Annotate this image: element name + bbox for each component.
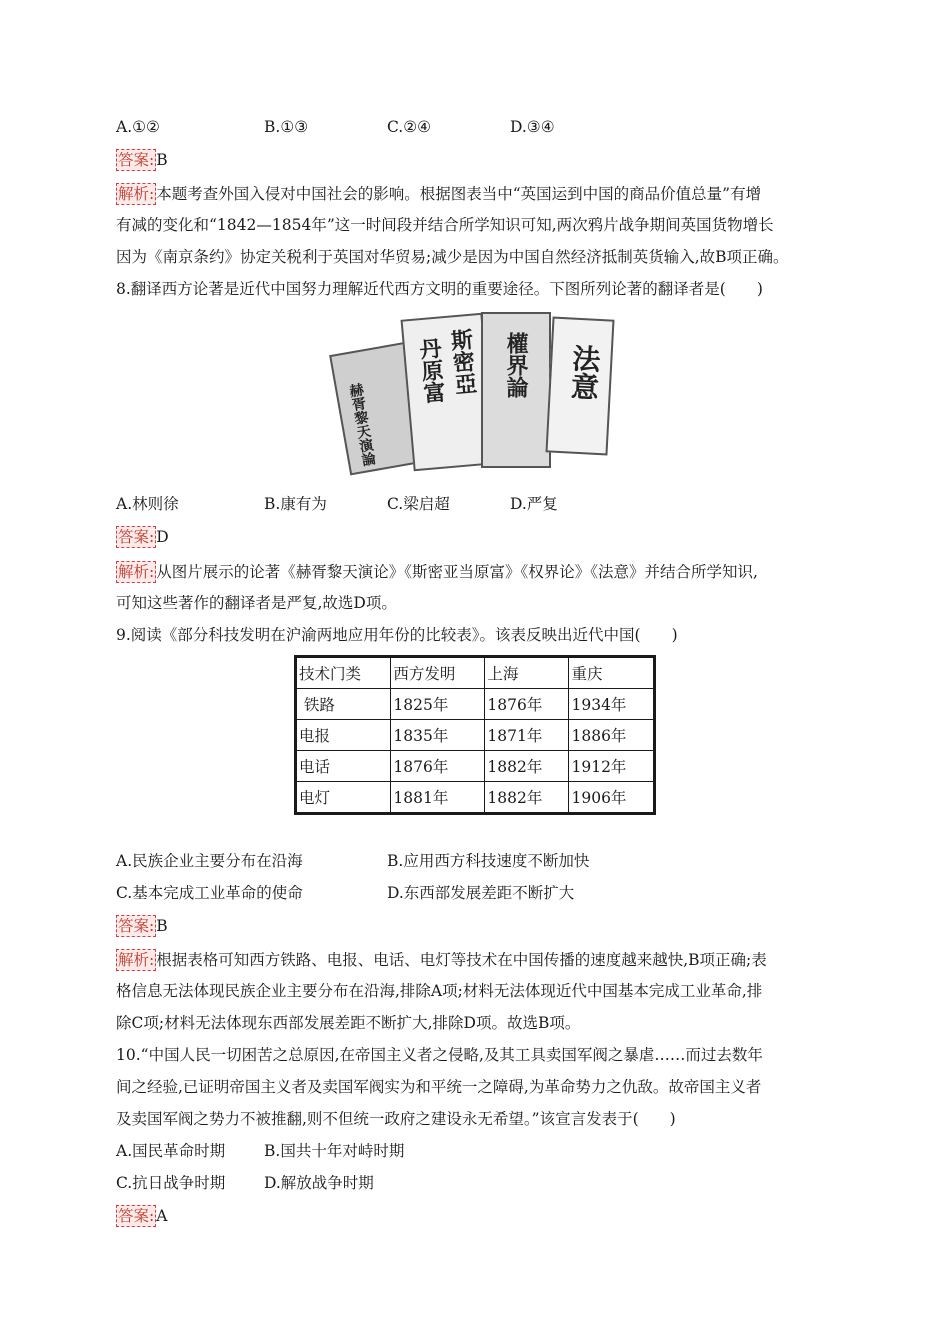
q9-comparison-table [294, 655, 656, 815]
answer-value: B [156, 917, 168, 935]
q7-option-d: D.③④ [510, 118, 555, 136]
q7-analysis-line-2: 有减的变化和“1842—1854年”这一时间段并结合所学知识可知,两次鸦片战争期间英国货物增长 [116, 216, 774, 234]
q7-answer [116, 149, 168, 171]
book-title-4: 法意 [566, 343, 603, 402]
q10-option-a: A.国民革命时期 [116, 1142, 226, 1160]
q10-stem-line-1: 10.“中国人民一切困苦之总原因,在帝国主义者之侵略,及其工具卖国军阀之暴虐……而过去数年 [116, 1046, 763, 1064]
q8-books-image [335, 308, 615, 488]
q7-analysis-line-3: 因为《南京条约》协定关税利于英国对华贸易;减少是因为中国自然经济抵制英货输入,故B项正确。 [116, 248, 789, 266]
table-row [296, 782, 655, 814]
q10-option-d: D.解放战争时期 [264, 1174, 374, 1192]
q9-option-d: D.东西部发展差距不断扩大 [387, 884, 575, 902]
table-row [296, 751, 655, 782]
answer-value: A [156, 1207, 168, 1225]
table-cell: 电话 [296, 751, 391, 782]
q7-option-a: A.①② [116, 118, 160, 136]
book-cover-3 [481, 312, 551, 468]
q8-analysis-line-1 [116, 561, 758, 583]
q9-analysis-line-3: 除C项;材料无法体现东西部发展差距不断扩大,排除D项。故选B项。 [116, 1014, 581, 1032]
q8-option-c: C.梁启超 [387, 495, 450, 513]
table-cell: 1912年 [569, 751, 655, 782]
answer-tag: 答案: [118, 151, 155, 169]
answer-tag: 答案: [118, 917, 155, 935]
table-cell: 1882年 [485, 751, 569, 782]
table-cell: 1934年 [569, 689, 655, 720]
table-cell: 电报 [296, 720, 391, 751]
table-header-cell: 技术门类 [296, 657, 391, 689]
q10-option-c: C.抗日战争时期 [116, 1174, 226, 1192]
q10-stem-line-2: 间之经验,已证明帝国主义者及卖国军阀实为和平统一之障碍,为革命势力之仇敌。故帝国主义者 [116, 1078, 762, 1096]
analysis-text: 根据表格可知西方铁路、电报、电话、电灯等技术在中国传播的速度越来越快,B项正确;表 [156, 951, 767, 969]
answer-value: B [156, 151, 168, 169]
q8-option-d: D.严复 [510, 495, 558, 513]
q7-analysis-line-1 [116, 183, 761, 205]
q8-option-b: B.康有为 [264, 495, 327, 513]
table-cell: 1871年 [485, 720, 569, 751]
q7-option-b: B.①③ [264, 118, 309, 136]
q9-stem: 9.阅读《部分科技发明在沪渝两地应用年份的比较表》。该表反映出近代中国( ) [116, 626, 678, 644]
analysis-text: 本题考查外国入侵对中国社会的影响。根据图表当中“英国运到中国的商品价值总量”有增 [156, 185, 762, 203]
book-cover-4 [545, 316, 614, 455]
q9-analysis-line-2: 格信息无法体现民族企业主要分布在沿海,排除A项;材料无法体现近代中国基本完成工业革命,排 [116, 982, 763, 1000]
q8-analysis-line-2: 可知这些著作的翻译者是严复,故选D项。 [116, 594, 397, 612]
table-header-cell: 西方发明 [391, 657, 485, 689]
q10-answer [116, 1205, 167, 1227]
table-header-cell: 重庆 [569, 657, 655, 689]
table-cell: 铁路 [296, 689, 391, 720]
table-row [296, 689, 655, 720]
answer-value: D [156, 528, 169, 546]
table-cell: 1886年 [569, 720, 655, 751]
table-cell: 1881年 [391, 782, 485, 814]
q9-option-c: C.基本完成工业革命的使命 [116, 884, 303, 902]
table-header-row [296, 657, 655, 689]
q9-option-a: A.民族企业主要分布在沿海 [116, 852, 303, 870]
q9-answer [116, 915, 168, 937]
q8-stem: 8.翻译西方论著是近代中国努力理解近代西方文明的重要途径。下图所列论著的翻译者是( ) [116, 280, 763, 298]
q10-option-b: B.国共十年对峙时期 [264, 1142, 405, 1160]
q9-option-b: B.应用西方科技速度不断加快 [387, 852, 590, 870]
book-title-2b: 丹原富 [415, 336, 447, 405]
answer-tag: 答案: [118, 528, 155, 546]
analysis-text: 从图片展示的论著《赫胥黎天演论》《斯密亚当原富》《权界论》《法意》并结合所学知识, [156, 563, 758, 581]
table-row [296, 720, 655, 751]
table-cell: 电灯 [296, 782, 391, 814]
q7-option-c: C.②④ [387, 118, 432, 136]
table-cell: 1876年 [391, 751, 485, 782]
q10-stem-line-3: 及卖国军阀之势力不被推翻,则不但统一政府之建设永无希望。”该宣言发表于( ) [116, 1110, 676, 1128]
table-cell: 1835年 [391, 720, 485, 751]
table-header-cell: 上海 [485, 657, 569, 689]
analysis-tag: 解析: [118, 563, 155, 581]
q8-answer [116, 526, 169, 548]
book-title-1: 赫胥黎天演論 [346, 381, 377, 468]
table-cell: 1825年 [391, 689, 485, 720]
book-title-3: 權界論 [503, 332, 529, 398]
table-cell: 1906年 [569, 782, 655, 814]
table-cell: 1882年 [485, 782, 569, 814]
analysis-tag: 解析: [118, 185, 155, 203]
table-cell: 1876年 [485, 689, 569, 720]
analysis-tag: 解析: [118, 951, 155, 969]
book-title-2a: 斯密亞 [446, 327, 479, 396]
q8-option-a: A.林则徐 [116, 495, 179, 513]
answer-tag: 答案: [118, 1207, 155, 1225]
q9-analysis-line-1 [116, 949, 767, 971]
